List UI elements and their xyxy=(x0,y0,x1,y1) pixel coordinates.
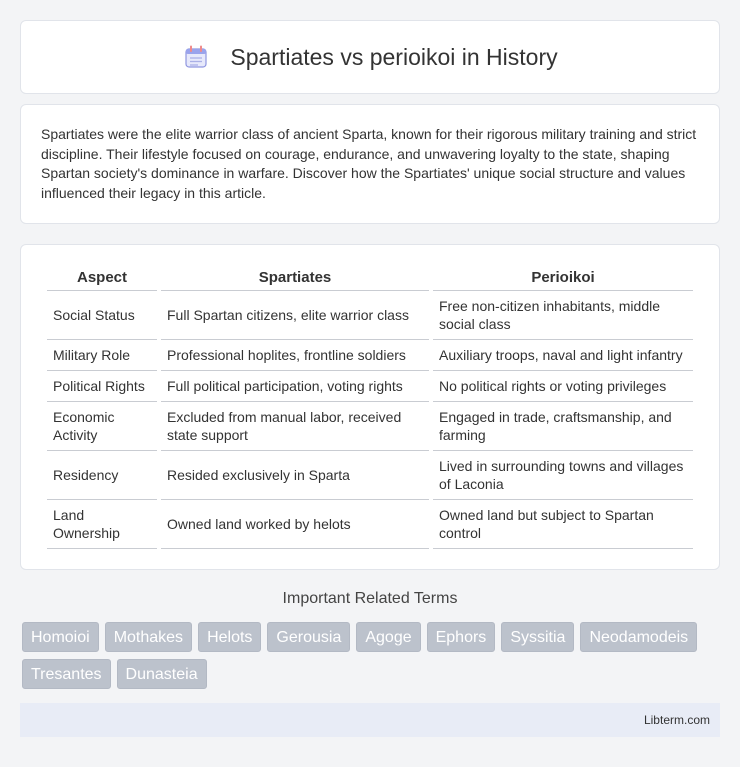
table-row xyxy=(47,500,693,549)
table-cell-perioikoi: Engaged in trade, craftsmanship, and farming xyxy=(433,402,693,451)
column-header-perioikoi: Perioikoi xyxy=(433,265,693,291)
table-cell-aspect: Military Role xyxy=(47,340,157,371)
comparison-table-card xyxy=(20,244,720,570)
table-cell-perioikoi: Free non-citizen inhabitants, middle social class xyxy=(433,291,693,340)
table-cell-spartiates: Full Spartan citizens, elite warrior class xyxy=(161,291,429,340)
comparison-table xyxy=(43,265,697,549)
table-row xyxy=(47,451,693,500)
table-row xyxy=(47,291,693,340)
footer-site-link[interactable]: Libterm.com xyxy=(643,713,710,727)
table-header-row xyxy=(47,265,693,291)
column-header-spartiates: Spartiates xyxy=(161,265,429,291)
intro-text: Spartiates were the elite warrior class of ancient Sparta, known for their rigorous military training and strict discipline. Their lifestyle focused on courage, endurance, and unwavering loyalty to the state, shaping Spartan society's dominance in warfare. Discover how the Spartiates' unique social structure and values influenced their legacy in this article. xyxy=(41,126,697,201)
related-terms-list xyxy=(22,622,722,696)
related-terms-heading: Important Related Terms xyxy=(282,590,458,607)
table-cell-perioikoi: No political rights or voting privileges xyxy=(433,371,693,402)
related-term-tag[interactable]: Ephors xyxy=(427,622,496,652)
table-cell-aspect: Land Ownership xyxy=(47,500,157,549)
table-cell-spartiates: Full political participation, voting rights xyxy=(161,371,429,402)
intro-card xyxy=(20,104,720,224)
table-cell-spartiates: Resided exclusively in Sparta xyxy=(161,451,429,500)
table-cell-aspect: Residency xyxy=(47,451,157,500)
related-term-tag[interactable]: Dunasteia xyxy=(117,659,207,689)
page-title: Spartiates vs perioikoi in History xyxy=(230,43,558,70)
related-term-tag[interactable]: Homoioi xyxy=(22,622,99,652)
table-row xyxy=(47,402,693,451)
column-header-aspect: Aspect xyxy=(47,265,157,291)
table-row xyxy=(47,340,693,371)
related-term-tag[interactable]: Agoge xyxy=(356,622,420,652)
table-row xyxy=(47,371,693,402)
related-term-tag[interactable]: Gerousia xyxy=(267,622,350,652)
table-cell-perioikoi: Auxiliary troops, naval and light infantry xyxy=(433,340,693,371)
related-term-tag[interactable]: Tresantes xyxy=(22,659,111,689)
table-cell-spartiates: Professional hoplites, frontline soldiers xyxy=(161,340,429,371)
related-term-tag[interactable]: Mothakes xyxy=(105,622,192,652)
table-cell-perioikoi: Lived in surrounding towns and villages of Laconia xyxy=(433,451,693,500)
table-cell-perioikoi: Owned land but subject to Spartan control xyxy=(433,500,693,549)
related-term-tag[interactable]: Neodamodeis xyxy=(580,622,697,652)
table-cell-aspect: Social Status xyxy=(47,291,157,340)
header-card xyxy=(20,20,720,94)
table-cell-aspect: Economic Activity xyxy=(47,402,157,451)
related-term-tag[interactable]: Syssitia xyxy=(501,622,574,652)
footer xyxy=(20,703,720,737)
table-cell-spartiates: Excluded from manual labor, received state support xyxy=(161,402,429,451)
related-term-tag[interactable]: Helots xyxy=(198,622,261,652)
table-cell-spartiates: Owned land worked by helots xyxy=(161,500,429,549)
table-cell-aspect: Political Rights xyxy=(47,371,157,402)
calendar-icon xyxy=(182,43,210,71)
